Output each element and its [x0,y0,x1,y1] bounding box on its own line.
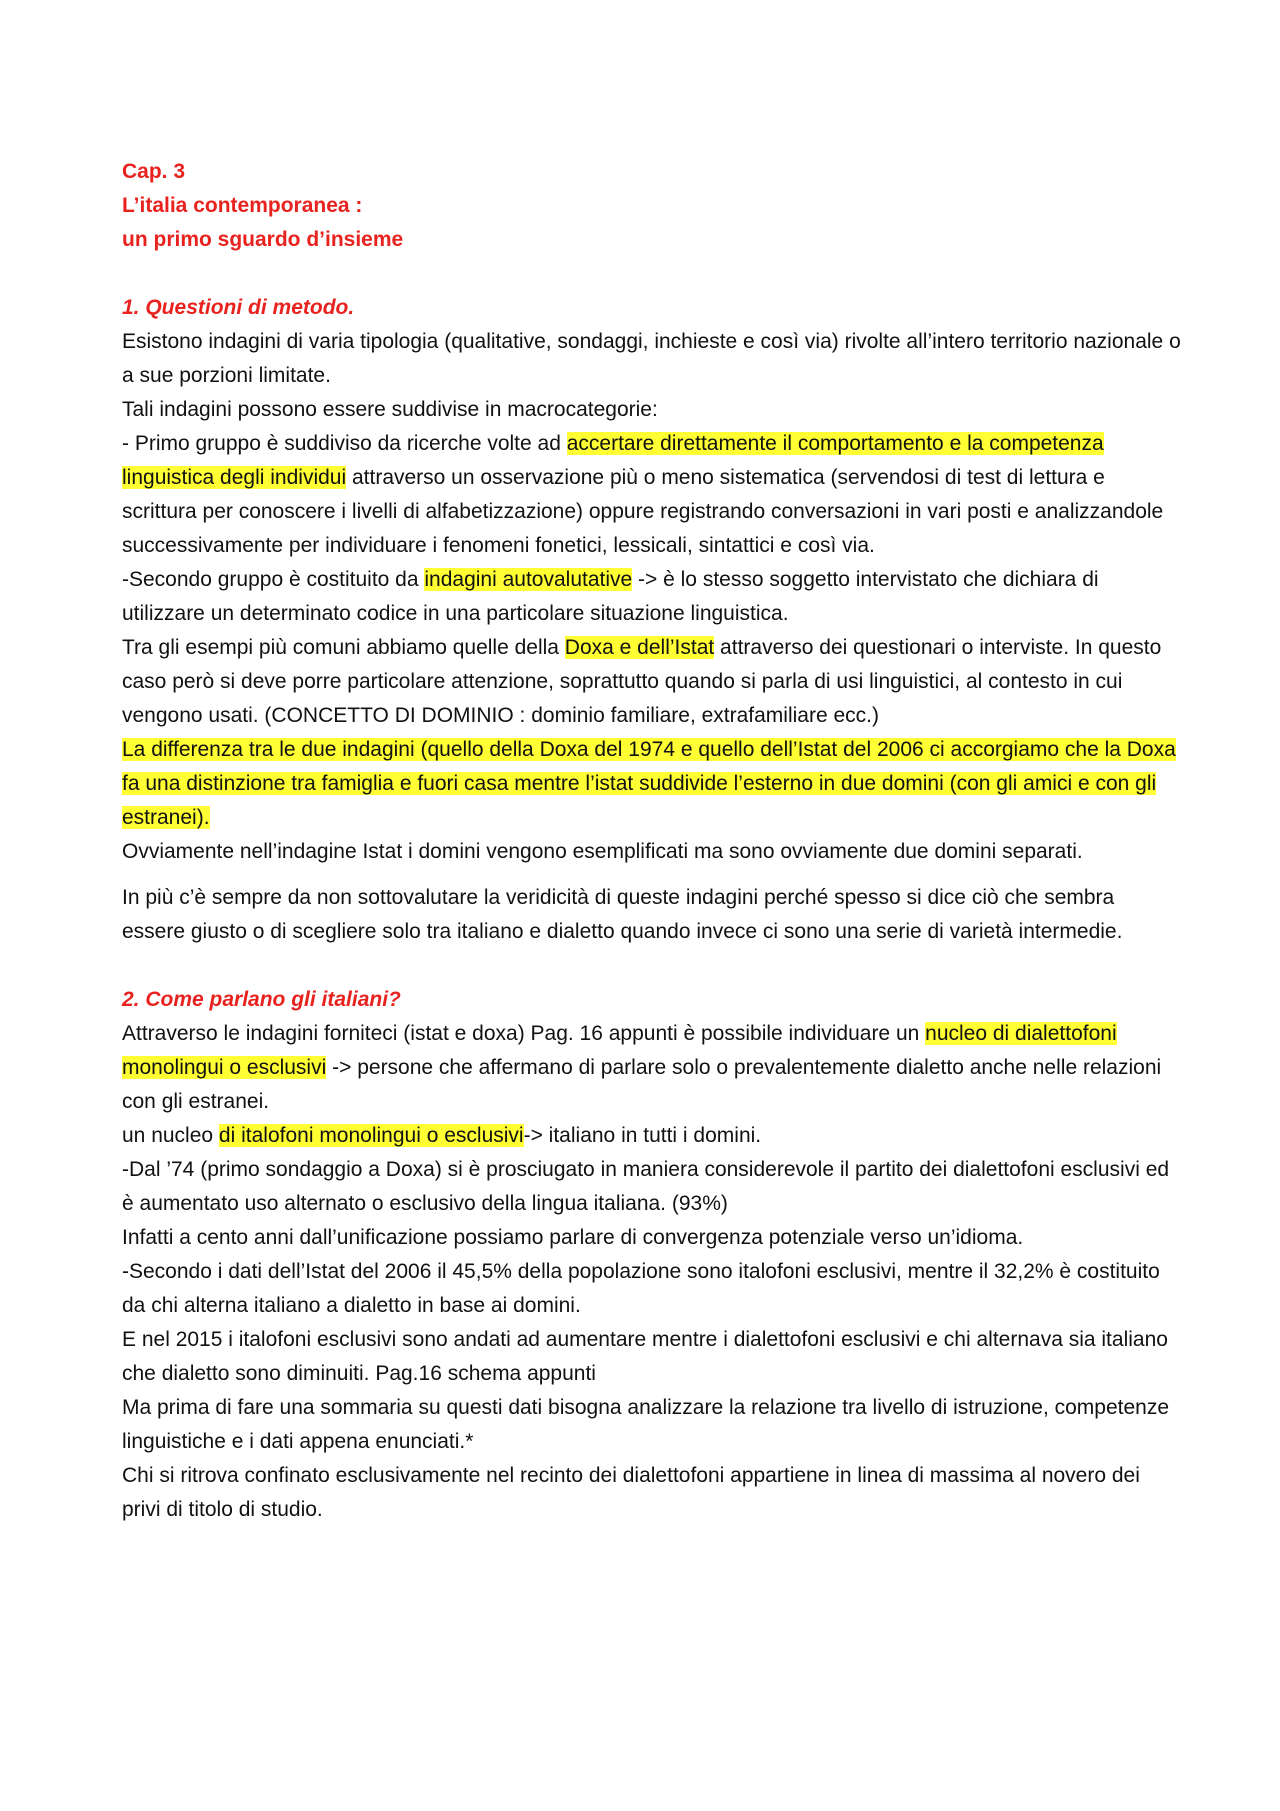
text-run: -> persone che affermano di parlare solo o prevalentemente dialetto anche nelle relazioni con gli estranei. [122,1056,1162,1113]
highlighted-text: accertare direttamente il comportamento e la competenza linguistica degli individui [122,432,1104,489]
text-run: -> italiano in tutti i domini. [523,1124,762,1147]
document-page [122,155,1182,1527]
section-1-heading: 1. Questioni di metodo. [122,296,355,319]
highlighted-text: indagini autovalutative [424,568,633,591]
text-run: attraverso un osservazione più o meno sistematica (servendosi di test di lettura e scrittura per conoscere i livelli di alfabetizzazione) oppure registrando conversazioni in vari posti e analizzandole successivamente per individuare i fenomeni fonetici, lessicali, sintattici e così via. [122,466,1164,557]
section-2-paragraph-2 [122,1119,1182,1153]
section-1-paragraph-1: Esistono indagini di varia tipologia (qualitative, sondaggi, inchieste e così via) rivolte all’intero territorio nazionale o a sue porzioni limitate. [122,330,1181,387]
text-run: - Primo gruppo è suddiviso da ricerche volte ad [122,432,567,455]
section-2-paragraph-6: E nel 2015 i italofoni esclusivi sono andati ad aumentare mentre i dialettofoni esclusivi e chi alternava sia italiano che dialetto sono diminuiti. Pag.16 schema appunti [122,1328,1168,1385]
text-run: -Secondo gruppo è costituito da [122,568,425,591]
text-run: -> è lo stesso soggetto intervistato che dichiara di utilizzare un determinato codice in una particolare situazione linguistica. [122,568,1099,625]
spacer [122,257,1182,291]
section-2-paragraph-3: -Dal ’74 (primo sondaggio a Doxa) si è prosciugato in maniera considerevole il partito dei dialettofoni esclusivi ed è aumentato uso alternato o esclusivo della lingua italiana. (93%) [122,1158,1170,1215]
section-2-paragraph-8: Chi si ritrova confinato esclusivamente nel recinto dei dialettofoni appartiene in linea di massima al novero dei privi di titolo di studio. [122,1464,1140,1521]
section-1-paragraph-3 [122,427,1182,563]
chapter-title-line1: L’italia contemporanea : [122,194,363,217]
chapter-number: Cap. 3 [122,160,186,183]
section-1-paragraph-4 [122,563,1182,631]
text-run: attraverso dei questionari o interviste. In questo caso però si deve porre particolare attenzione, soprattutto quando si parla di usi linguistici, al contesto in cui vengono usati. (CONCETTO DI DOMINIO : dominio familiare, extrafamiliare ecc.) [122,636,1162,727]
section-2-paragraph-4: Infatti a cento anni dall’unificazione possiamo parlare di convergenza potenziale verso un’idioma. [122,1226,1024,1249]
section-1-paragraph-2: Tali indagini possono essere suddivise in macrocategorie: [122,398,658,421]
highlighted-text: di italofoni monolingui o esclusivi [218,1124,524,1147]
section-1-paragraph-6 [122,733,1182,835]
text-run: un nucleo [122,1124,219,1147]
section-1-paragraph-7: Ovviamente nell’indagine Istat i domini vengono esemplificati ma sono ovviamente due domini separati. [122,840,1083,863]
section-1-paragraph-5 [122,631,1182,733]
highlighted-text: nucleo di dialettofoni monolingui o esclusivi [122,1022,1117,1079]
spacer [122,869,1182,881]
section-1-paragraph-8: In più c’è sempre da non sottovalutare la veridicità di queste indagini perché spesso si dice ciò che sembra essere giusto o di scegliere solo tra italiano e dialetto quando invece ci sono una serie di varietà intermedie. [122,886,1123,943]
section-2-heading: 2. Come parlano gli italiani? [122,988,401,1011]
highlighted-text: Doxa e dell’Istat [564,636,715,659]
text-run: Attraverso le indagini forniteci (istat e doxa) Pag. 16 appunti è possibile individuare un [122,1022,926,1045]
highlighted-text: La differenza tra le due indagini (quello della Doxa del 1974 e quello dell’Istat del 2006 ci accorgiamo che la Doxa fa una distinzione tra famiglia e fuori casa mentre l’istat suddivide l’esterno in due domini (con gli amici e con gli estranei). [122,738,1176,829]
section-2-paragraph-7: Ma prima di fare una sommaria su questi dati bisogna analizzare la relazione tra livello di istruzione, competenze linguistiche e i dati appena enunciati.* [122,1396,1170,1453]
spacer [122,949,1182,983]
section-2-paragraph-1 [122,1017,1182,1119]
chapter-title-line2: un primo sguardo d’insieme [122,228,404,251]
section-2-paragraph-5: -Secondo i dati dell’Istat del 2006 il 45,5% della popolazione sono italofoni esclusivi, mentre il 32,2% è costituito da chi alterna italiano a dialetto in base ai domini. [122,1260,1160,1317]
text-run: Tra gli esempi più comuni abbiamo quelle della [122,636,565,659]
